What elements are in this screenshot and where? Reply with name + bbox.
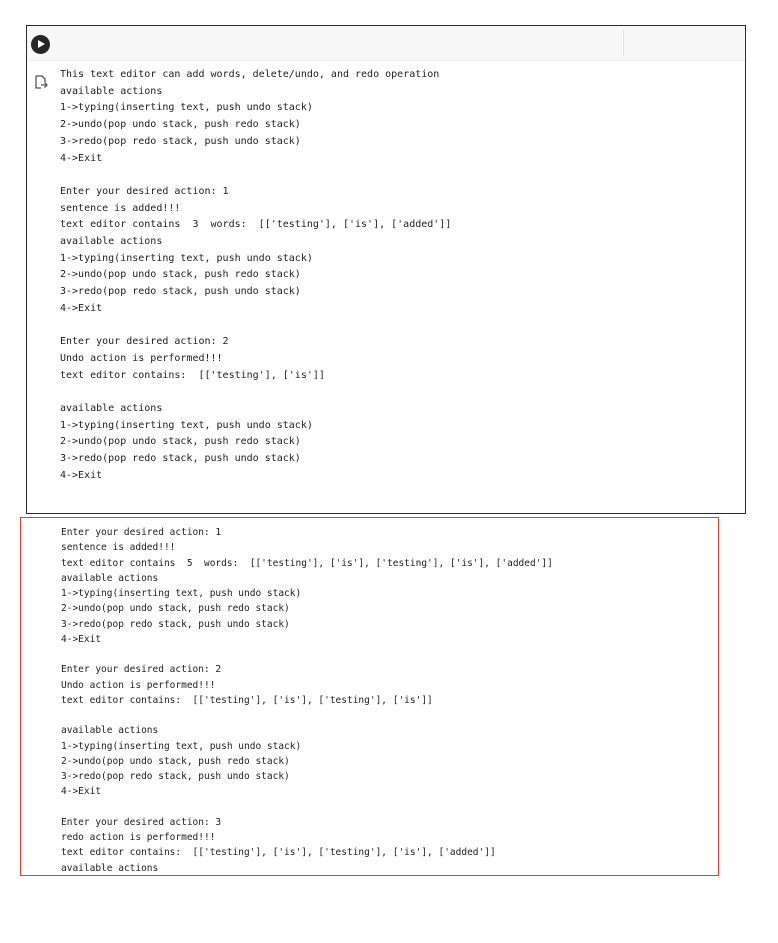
output-line: Enter your desired action: 1: [60, 185, 229, 197]
output-line: This text editor can add words, delete/undo, and redo operation: [60, 69, 440, 80]
output-line: 1->typing(inserting text, push undo stack): [60, 252, 313, 264]
output-line: 1->typing(inserting text, push undo stack): [60, 419, 313, 431]
output-line: text editor contains: [['testing'], ['is']]: [60, 369, 325, 381]
run-cell-button[interactable]: [31, 35, 50, 54]
cell-output: [60, 67, 451, 485]
output-line: 3->redo(pop redo stack, push undo stack): [60, 453, 301, 465]
output-line: sentence is added!!!: [61, 542, 176, 554]
output-line: 4->Exit: [60, 302, 103, 314]
output-line: 1->typing(inserting text, push undo stack): [60, 102, 313, 114]
output-line: Enter your desired action: 1: [61, 527, 222, 538]
highlighted-output: [61, 525, 553, 876]
output-line: redo action is performed!!!: [61, 832, 216, 843]
output-line: Enter your desired action: 2: [61, 664, 222, 676]
output-line: Enter your desired action: 3: [61, 816, 222, 828]
output-line: 3->redo(pop redo stack, push undo stack): [60, 286, 301, 298]
output-line: available actions: [61, 572, 159, 584]
output-line: 2->undo(pop undo stack, push redo stack): [60, 269, 301, 281]
output-line: text editor contains: [['testing'], ['is'], ['testing'], ['is']]: [61, 694, 433, 706]
output-line: 2->undo(pop undo stack, push redo stack): [61, 755, 290, 767]
output-line: available actions: [61, 862, 159, 874]
output-line: Undo action is performed!!!: [60, 352, 223, 364]
output-line: available actions: [60, 403, 163, 415]
output-line: 1->typing(inserting text, push undo stack): [61, 588, 302, 599]
output-line: 2->undo(pop undo stack, push redo stack): [60, 436, 301, 448]
output-line: available actions: [61, 725, 159, 737]
output-line: available actions: [60, 85, 163, 97]
output-line: 2->undo(pop undo stack, push redo stack): [60, 119, 301, 131]
output-line: 3->redo(pop redo stack, push undo stack): [60, 135, 301, 147]
output-line: text editor contains: [['testing'], ['is'], ['testing'], ['is'], ['added']]: [61, 847, 496, 859]
output-line: 3->redo(pop redo stack, push undo stack): [61, 771, 290, 782]
output-line: 4->Exit: [60, 152, 103, 164]
output-redirect-icon[interactable]: [33, 74, 49, 90]
highlighted-output-region: [20, 517, 719, 876]
output-line: 2->undo(pop undo stack, push redo stack): [61, 603, 290, 615]
output-line: 4->Exit: [61, 633, 102, 645]
notebook-cell: [26, 25, 746, 514]
output-line: sentence is added!!!: [60, 202, 181, 214]
output-line: 4->Exit: [60, 469, 103, 481]
output-line: 1->typing(inserting text, push undo stack): [61, 740, 302, 752]
output-line: Undo action is performed!!!: [61, 679, 216, 691]
output-line: text editor contains 5 words: [['testing'], ['is'], ['testing'], ['is'], ['added']]: [61, 557, 553, 569]
output-line: text editor contains 3 words: [['testing'], ['is'], ['added']]: [60, 219, 452, 231]
cell-header: [27, 26, 745, 61]
output-line: 4->Exit: [61, 786, 102, 798]
output-line: Enter your desired action: 2: [60, 336, 229, 348]
output-line: 3->redo(pop redo stack, push undo stack): [61, 618, 290, 630]
output-line: available actions: [60, 236, 163, 248]
header-divider: [623, 30, 624, 56]
